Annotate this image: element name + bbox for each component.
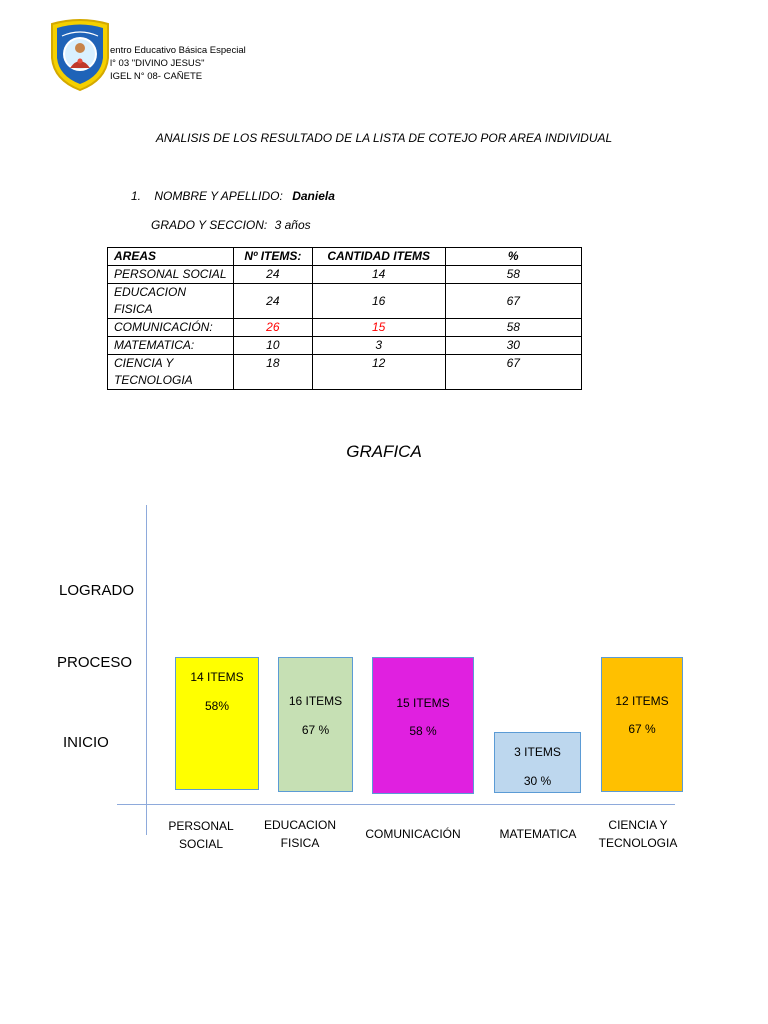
bar-percent-label: 67 % xyxy=(628,722,656,736)
chart-x-axis xyxy=(117,804,675,805)
school-crest-icon xyxy=(48,18,112,92)
level-label-inicio: INICIO xyxy=(63,734,109,751)
cell-area: MATEMATICA: xyxy=(108,337,234,355)
category-label: CIENCIA Y TECNOLOGIA xyxy=(598,818,678,850)
cell-area: CIENCIA Y TECNOLOGIA xyxy=(108,355,234,390)
bar-percent-label: 67 % xyxy=(301,723,330,737)
cell-cantidad: 16 xyxy=(312,284,445,319)
grade-value: 3 años xyxy=(274,218,311,232)
grade-label: GRADO Y SECCION: xyxy=(151,218,268,232)
cell-cantidad: 15 xyxy=(312,319,445,337)
cell-area: PERSONAL SOCIAL xyxy=(108,266,234,284)
results-table xyxy=(107,247,582,390)
chart-bar xyxy=(175,657,259,790)
cell-items: 24 xyxy=(233,284,312,319)
name-label: NOMBRE Y APELLIDO: xyxy=(154,189,283,203)
school-line-2: l° 03 "DIVINO JESUS" xyxy=(110,58,205,69)
header-cantidad: CANTIDAD ITEMS xyxy=(312,248,445,266)
bar-percent-label: 58 % xyxy=(409,724,437,738)
chart-y-axis xyxy=(146,505,147,835)
cell-area: COMUNICACIÓN: xyxy=(108,319,234,337)
chart-bar xyxy=(278,657,353,792)
grade-line xyxy=(151,218,311,232)
cell-percent: 67 xyxy=(445,355,581,390)
cell-cantidad: 3 xyxy=(312,337,445,355)
chart-bar xyxy=(372,657,474,794)
table-row xyxy=(108,266,582,284)
cell-area: EDUCACION FISICA xyxy=(108,284,234,319)
cell-items: 26 xyxy=(233,319,312,337)
header-areas: AREAS xyxy=(108,248,234,266)
table-row xyxy=(108,337,582,355)
chart-title: GRAFICA xyxy=(346,442,422,461)
document-title: ANALISIS DE LOS RESULTADO DE LA LISTA DE COTEJO POR AREA INDIVIDUAL xyxy=(155,131,613,145)
bar-items-label: 15 ITEMS xyxy=(396,696,450,710)
cell-cantidad: 12 xyxy=(312,355,445,390)
header-percent: % xyxy=(445,248,581,266)
category-label: COMUNICACIÓN xyxy=(365,827,461,841)
bar-items-label: 12 ITEMS xyxy=(615,694,669,708)
category-label: EDUCACION FISICA xyxy=(263,818,336,850)
level-label-logrado: LOGRADO xyxy=(59,582,135,599)
category-label: PERSONAL SOCIAL xyxy=(168,819,234,851)
bar-items-label: 3 ITEMS xyxy=(514,745,561,759)
level-label-proceso: PROCESO xyxy=(57,654,133,671)
table-row xyxy=(108,284,582,319)
chart-bar xyxy=(601,657,683,792)
bar-items-label: 14 ITEMS xyxy=(190,670,244,684)
category-label: MATEMATICA xyxy=(499,827,577,841)
header-items: Nº ITEMS: xyxy=(233,248,312,266)
table-row xyxy=(108,319,582,337)
list-number: 1. xyxy=(131,189,142,203)
cell-percent: 67 xyxy=(445,284,581,319)
bar-percent-label: 30 % xyxy=(523,774,552,788)
cell-items: 24 xyxy=(233,266,312,284)
cell-percent: 58 xyxy=(445,319,581,337)
school-line-3: IGEL N° 08- CAÑETE xyxy=(110,71,203,82)
student-name-line xyxy=(131,189,335,203)
chart-bar xyxy=(494,732,581,793)
cell-cantidad: 14 xyxy=(312,266,445,284)
table-row xyxy=(108,355,582,390)
cell-items: 18 xyxy=(233,355,312,390)
cell-percent: 58 xyxy=(445,266,581,284)
school-header xyxy=(110,44,246,83)
cell-percent: 30 xyxy=(445,337,581,355)
school-line-1: entro Educativo Básica Especial xyxy=(110,45,246,56)
student-name: Daniela xyxy=(292,189,335,203)
bar-items-label: 16 ITEMS xyxy=(288,694,343,708)
table-header-row xyxy=(108,248,582,266)
bar-percent-label: 58% xyxy=(204,699,230,713)
cell-items: 10 xyxy=(233,337,312,355)
